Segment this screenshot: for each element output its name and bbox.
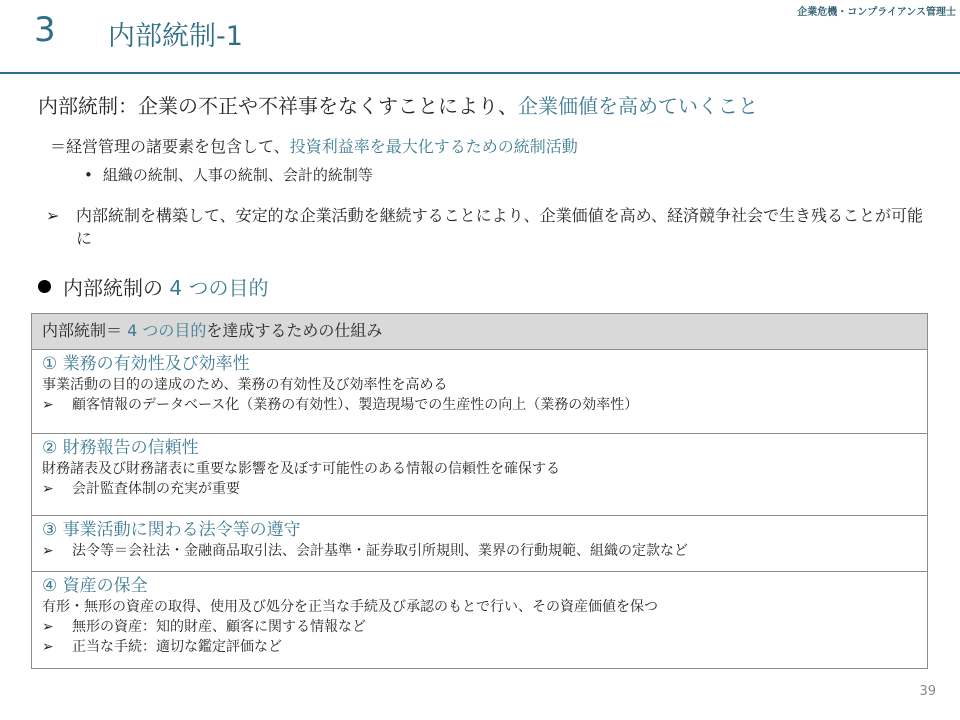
purpose-item-1 [32,350,927,434]
purposes-heading-highlight: 4 つの目的 [169,276,269,300]
purpose-title: ① 業務の有効性及び効率性 [42,354,250,374]
purpose-bullet-text: 無形の資産：知的財産、顧客に関する情報など [72,619,366,635]
arrow-point [46,204,936,250]
purpose-bullet [42,395,917,415]
arrow-bullet-icon: ➢ [46,206,60,225]
purpose-item-4 [32,572,927,668]
purpose-description: 有形・無形の資産の取得、使用及び処分を正当な手続及び承認のもとで行い、その資産価値を保つ [42,599,658,615]
slide-header [0,0,960,74]
purpose-bullet-text: 正当な手続：適切な鑑定評価など [72,639,282,655]
purposes-heading-prefix: 内部統制の [63,276,170,300]
slide-title: 内部統制-1 [108,21,243,52]
purpose-bullet-text: 法令等＝会社法・金融商品取引法、会計基準・証券取引所規則、業界の行動規範、組織の定款など [72,543,688,559]
bullet-dot-icon: • [84,166,93,184]
purposes-heading [38,272,268,301]
arrow-bullet-icon: ➢ [42,543,54,559]
bullet-text: 組織の統制、人事の統制、会計的統制等 [102,166,373,184]
filled-circle-icon [38,280,51,293]
definition-prefix: 内部統制：企業の不正や不祥事をなくすことにより、 [38,94,518,118]
header-divider [0,72,960,74]
equation-line [50,134,578,157]
arrow-bullet-icon: ➢ [42,397,54,413]
purpose-bullet [42,541,917,561]
equation-highlight: 投資利益率を最大化するための統制活動 [289,137,578,156]
purpose-bullet [42,479,917,499]
section-number: 3 [34,10,56,50]
arrow-bullet-icon: ➢ [42,481,54,497]
purpose-bullet-text: 顧客情報のデータベース化（業務の有効性）、製造現場での生産性の向上（業務の効率性） [72,397,639,413]
purpose-item-2 [32,434,927,516]
definition-line [38,90,758,119]
purpose-title: ② 財務報告の信頼性 [42,438,199,458]
box-header-suffix: を達成するための仕組み [206,321,383,340]
box-header-prefix: 内部統制＝ [42,321,128,340]
purpose-item-3 [32,516,927,572]
purpose-bullet-text: 会計監査体制の充実が重要 [72,481,240,497]
arrow-bullet-icon: ➢ [42,619,54,635]
page-number: 39 [919,684,936,699]
organization-label: 企業危機・コンプライアンス管理士 [797,7,956,18]
purpose-title: ④ 資産の保全 [42,576,148,596]
purpose-bullet [42,637,917,657]
purposes-box [31,313,928,669]
equation-prefix: ＝経営管理の諸要素を包含して、 [50,137,290,156]
purpose-description: 事業活動の目的の達成のため、業務の有効性及び効率性を高める [42,377,448,393]
purpose-bullet [42,617,917,637]
arrow-bullet-icon: ➢ [42,639,54,655]
purposes-box-header [32,314,927,350]
definition-highlight: 企業価値を高めていくこと [518,94,758,118]
arrow-point-text: 内部統制を構築して、安定的な企業活動を継続することにより、企業価値を高め、経済競争社会で生き残ることが可能に [76,206,924,248]
purpose-title: ③ 事業活動に関わる法令等の遵守 [42,520,301,540]
bullet-line [84,164,373,185]
box-header-highlight: 4 つの目的 [127,321,207,340]
purpose-description: 財務諸表及び財務諸表に重要な影響を及ぼす可能性のある情報の信頼性を確保する [42,461,560,477]
